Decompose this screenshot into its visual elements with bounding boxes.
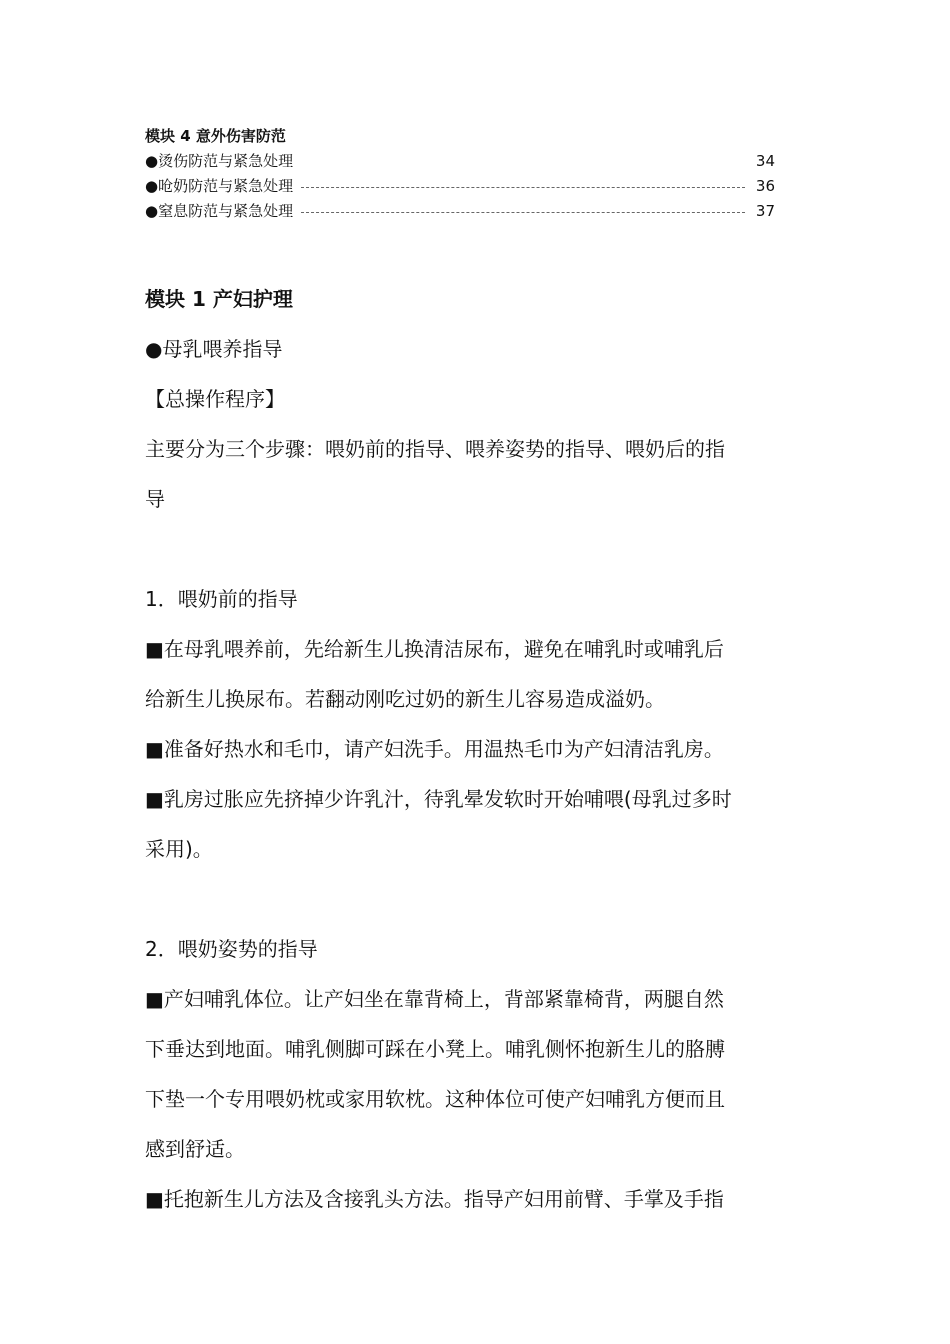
toc-leader: [301, 162, 745, 163]
paragraph-line: ■产妇哺乳体位。让产妇坐在靠背椅上，背部紧靠椅背，两腿自然: [145, 987, 724, 1011]
step-title: 2．喂奶姿势的指导: [145, 937, 318, 961]
paragraph-line: 给新生儿换尿布。若翻动刚吃过奶的新生儿容易造成溢奶。: [145, 687, 665, 711]
toc-item-page: 34: [755, 152, 775, 170]
toc-item-label: ●烫伤防范与紧急处理: [145, 152, 294, 170]
paragraph-line: 下垂达到地面。哺乳侧脚可踩在小凳上。哺乳侧怀抱新生儿的胳膊: [145, 1037, 725, 1061]
toc-heading: 模块 4 意外伤害防范: [145, 127, 286, 145]
module-title: 模块 1 产妇护理: [145, 287, 293, 311]
paragraph-line: 下垫一个专用喂奶枕或家用软枕。这种体位可使产妇哺乳方便而且: [145, 1087, 725, 1111]
paragraph-line: ■准备好热水和毛巾，请产妇洗手。用温热毛巾为产妇清洁乳房。: [145, 737, 724, 761]
toc-item[interactable]: [145, 199, 775, 224]
toc-item[interactable]: [145, 149, 775, 174]
paragraph-line: 感到舒适。: [145, 1137, 245, 1161]
toc-item[interactable]: [145, 174, 775, 199]
paragraph-line: ■乳房过胀应先挤掉少许乳汁，待乳晕发软时开始哺喂(母乳过多时: [145, 787, 732, 811]
step-title: 1．喂奶前的指导: [145, 587, 298, 611]
intro-line: 主要分为三个步骤：喂奶前的指导、喂养姿势的指导、喂奶后的指: [145, 437, 725, 461]
paragraph-line: ■在母乳喂养前，先给新生儿换清洁尿布，避免在哺乳时或哺乳后: [145, 637, 724, 661]
toc-item-label: ●呛奶防范与紧急处理: [145, 177, 294, 195]
procedure-label: 【总操作程序】: [145, 387, 285, 411]
paragraph-line: ■托抱新生儿方法及含接乳头方法。指导产妇用前臂、手掌及手指: [145, 1187, 724, 1211]
table-of-contents: [145, 124, 775, 224]
toc-item-page: 37: [755, 202, 775, 220]
spacer: [145, 524, 810, 574]
toc-leader: [301, 212, 745, 213]
section-heading: ●母乳喂养指导: [145, 337, 283, 361]
spacer: [145, 874, 810, 924]
toc-leader: [301, 187, 745, 188]
toc-item-label: ●窒息防范与紧急处理: [145, 202, 294, 220]
paragraph-line: 采用)。: [145, 837, 213, 861]
toc-item-page: 36: [755, 177, 775, 195]
document-body: [145, 274, 810, 1224]
intro-line: 导: [145, 487, 165, 511]
